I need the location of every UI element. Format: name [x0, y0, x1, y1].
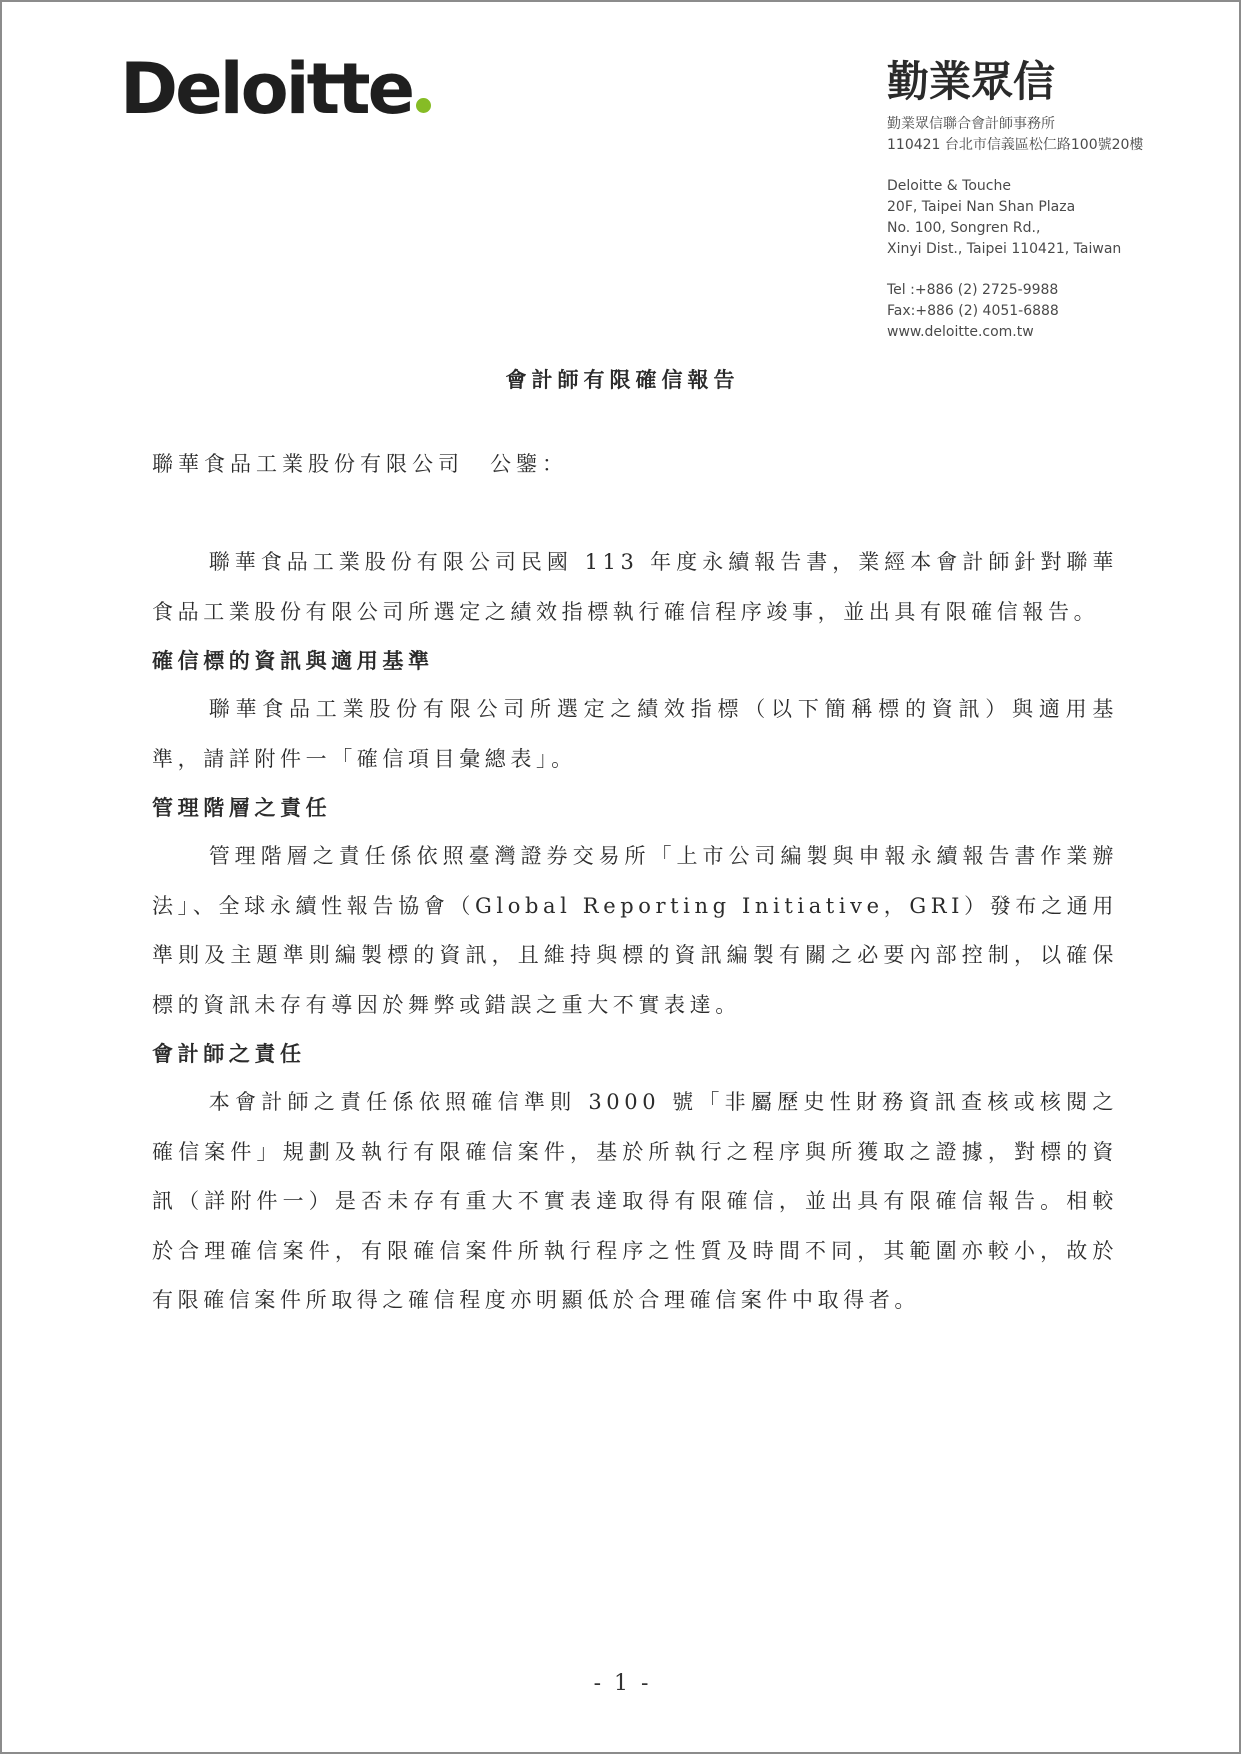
report-title: 會計師有限確信報告: [505, 367, 740, 392]
firm-fax: Fax:+886 (2) 4051-6888: [887, 303, 1059, 319]
firm-address-cn: 110421 台北市信義區松仁路100號20樓: [887, 137, 1144, 153]
section-paragraph-auditor-responsibility: 本會計師之責任係依照確信準則 3000 號「非屬歷史性財務資訊查核或核閱之確信案件」規劃及執行有限確信案件，基於所執行之程序與所獲取之證據，對標的資訊（詳附件一）是否未存有重大不實表達取得有限確信，並出具有限確信報告。相較於合理確信案件，有限確信案件所執行程序之性質及時間不同，其範圍亦較小，故於有限確信案件所取得之確信程度亦明顯低於合理確信案件中取得者。: [152, 1090, 1118, 1312]
firm-name-en: Deloitte & Touche: [887, 178, 1011, 194]
firm-address-en-line-1: 20F, Taipei Nan Shan Plaza: [887, 199, 1076, 215]
page-number: - 1 -: [593, 1671, 652, 1696]
salutation: 公鑒：: [490, 452, 568, 476]
section-paragraph-management-responsibility: 管理階層之責任係依照臺灣證券交易所「上市公司編製與申報永續報告書作業辦法」、全球永續性報告協會（Global Reporting Initiative，GRI）發布之通用準則及主題準則編製標的資訊，且維持與標的資訊編製有關之必要內部控制，以確保標的資訊未存有導因於舞弊或錯誤之重大不實表達。: [152, 844, 1118, 1017]
firm-website: www.deloitte.com.tw: [887, 324, 1034, 340]
firm-name-cn: 勤業眾信: [887, 57, 1056, 106]
section-heading-management-responsibility: 管理階層之責任: [152, 795, 332, 820]
firm-address-en-line-2: No. 100, Songren Rd.,: [887, 220, 1041, 236]
report-body: [152, 538, 1118, 1326]
deloitte-logo: [120, 48, 431, 130]
firm-address-en-line-3: Xinyi Dist., Taipei 110421, Taiwan: [887, 241, 1122, 257]
section-heading-auditor-responsibility: 會計師之責任: [152, 1041, 306, 1066]
firm-telephone: Tel :+886 (2) 2725-9988: [887, 282, 1059, 298]
addressee-line: [152, 448, 568, 478]
intro-paragraph: 聯華食品工業股份有限公司民國 113 年度永續報告書，業經本會計師針對聯華食品工業股份有限公司所選定之績效指標執行確信程序竣事，並出具有限確信報告。: [152, 550, 1118, 624]
logo-wordmark: Deloitte: [120, 48, 413, 130]
logo-green-dot-icon: [416, 98, 431, 113]
addressee-company: 聯華食品工業股份有限公司: [152, 452, 464, 476]
firm-contact-block: [887, 58, 1217, 343]
firm-full-name-cn: 勤業眾信聯合會計師事務所: [887, 116, 1055, 132]
section-heading-subject-matter: 確信標的資訊與適用基準: [152, 648, 434, 673]
section-paragraph-subject-matter: 聯華食品工業股份有限公司所選定之績效指標（以下簡稱標的資訊）與適用基準，請詳附件一「確信項目彙總表」。: [152, 697, 1118, 771]
